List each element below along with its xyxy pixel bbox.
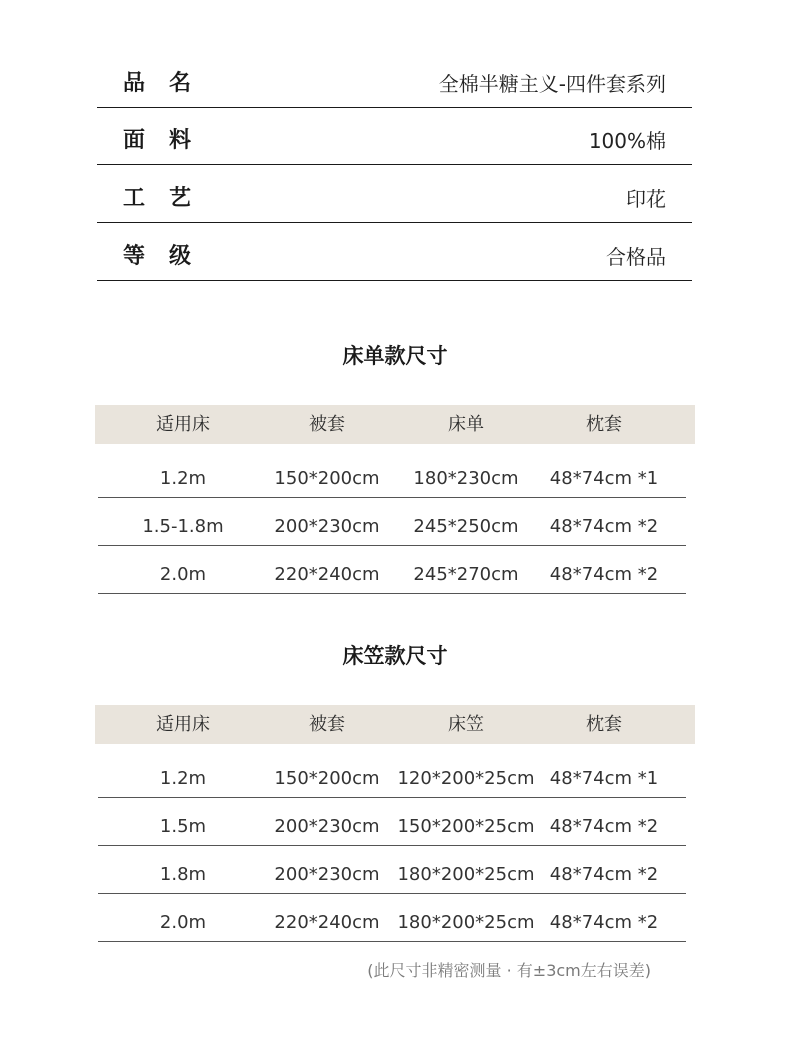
table-row <box>98 798 686 846</box>
info-row-name <box>97 52 692 108</box>
header-cell: 适用床 <box>156 414 210 435</box>
table-cell: 1.5-1.8m <box>142 516 224 537</box>
table-row <box>98 498 686 546</box>
table-cell: 48*74cm *2 <box>549 564 659 585</box>
table-cell: 200*230cm <box>274 516 380 537</box>
table-cell: 245*250cm <box>413 516 519 537</box>
info-value: 印花 <box>626 187 666 211</box>
table-cell: 150*200cm <box>274 468 380 489</box>
table-cell: 1.2m <box>159 468 207 489</box>
table-cell: 180*200*25cm <box>397 864 535 885</box>
measurement-note: (此尺寸非精密测量 · 有±3cm左右误差) <box>367 961 651 980</box>
fitted-table-header <box>95 705 695 744</box>
table-cell: 180*200*25cm <box>397 912 535 933</box>
info-value: 合格品 <box>606 245 666 269</box>
info-label: 等级 <box>123 244 216 269</box>
header-cell: 被套 <box>309 414 345 435</box>
table-cell: 1.2m <box>159 768 207 789</box>
info-row-grade <box>97 225 692 281</box>
sheet-table-title: 床单款尺寸 <box>342 344 448 368</box>
info-label: 面料 <box>123 128 216 153</box>
table-cell: 200*230cm <box>274 864 380 885</box>
header-cell: 被套 <box>309 714 345 735</box>
header-cell: 床笠 <box>448 714 484 735</box>
table-row <box>98 450 686 498</box>
table-cell: 1.5m <box>159 816 207 837</box>
table-cell: 180*230cm <box>413 468 519 489</box>
table-cell: 220*240cm <box>274 564 380 585</box>
header-cell: 枕套 <box>586 714 622 735</box>
info-label: 工艺 <box>123 186 216 211</box>
table-cell: 245*270cm <box>413 564 519 585</box>
info-value: 100%棉 <box>588 129 666 153</box>
table-row <box>98 750 686 798</box>
table-cell: 2.0m <box>159 564 207 585</box>
header-cell: 适用床 <box>156 714 210 735</box>
info-label: 品名 <box>123 71 216 96</box>
table-cell: 200*230cm <box>274 816 380 837</box>
info-row-craft <box>97 167 692 223</box>
table-cell: 48*74cm *1 <box>549 768 659 789</box>
table-row <box>98 846 686 894</box>
header-cell: 床单 <box>448 414 484 435</box>
table-row <box>98 894 686 942</box>
table-cell: 150*200cm <box>274 768 380 789</box>
table-cell: 48*74cm *1 <box>549 468 659 489</box>
table-cell: 48*74cm *2 <box>549 912 659 933</box>
header-cell: 枕套 <box>586 414 622 435</box>
info-value: 全棉半糖主义-四件套系列 <box>438 72 666 96</box>
table-cell: 48*74cm *2 <box>549 864 659 885</box>
table-cell: 120*200*25cm <box>397 768 535 789</box>
table-cell: 48*74cm *2 <box>549 816 659 837</box>
table-cell: 2.0m <box>159 912 207 933</box>
table-row <box>98 546 686 594</box>
fitted-table-title: 床笠款尺寸 <box>342 644 448 668</box>
table-cell: 150*200*25cm <box>397 816 535 837</box>
table-cell: 1.8m <box>159 864 207 885</box>
info-row-fabric <box>97 109 692 165</box>
sheet-table-header <box>95 405 695 444</box>
table-cell: 48*74cm *2 <box>549 516 659 537</box>
table-cell: 220*240cm <box>274 912 380 933</box>
